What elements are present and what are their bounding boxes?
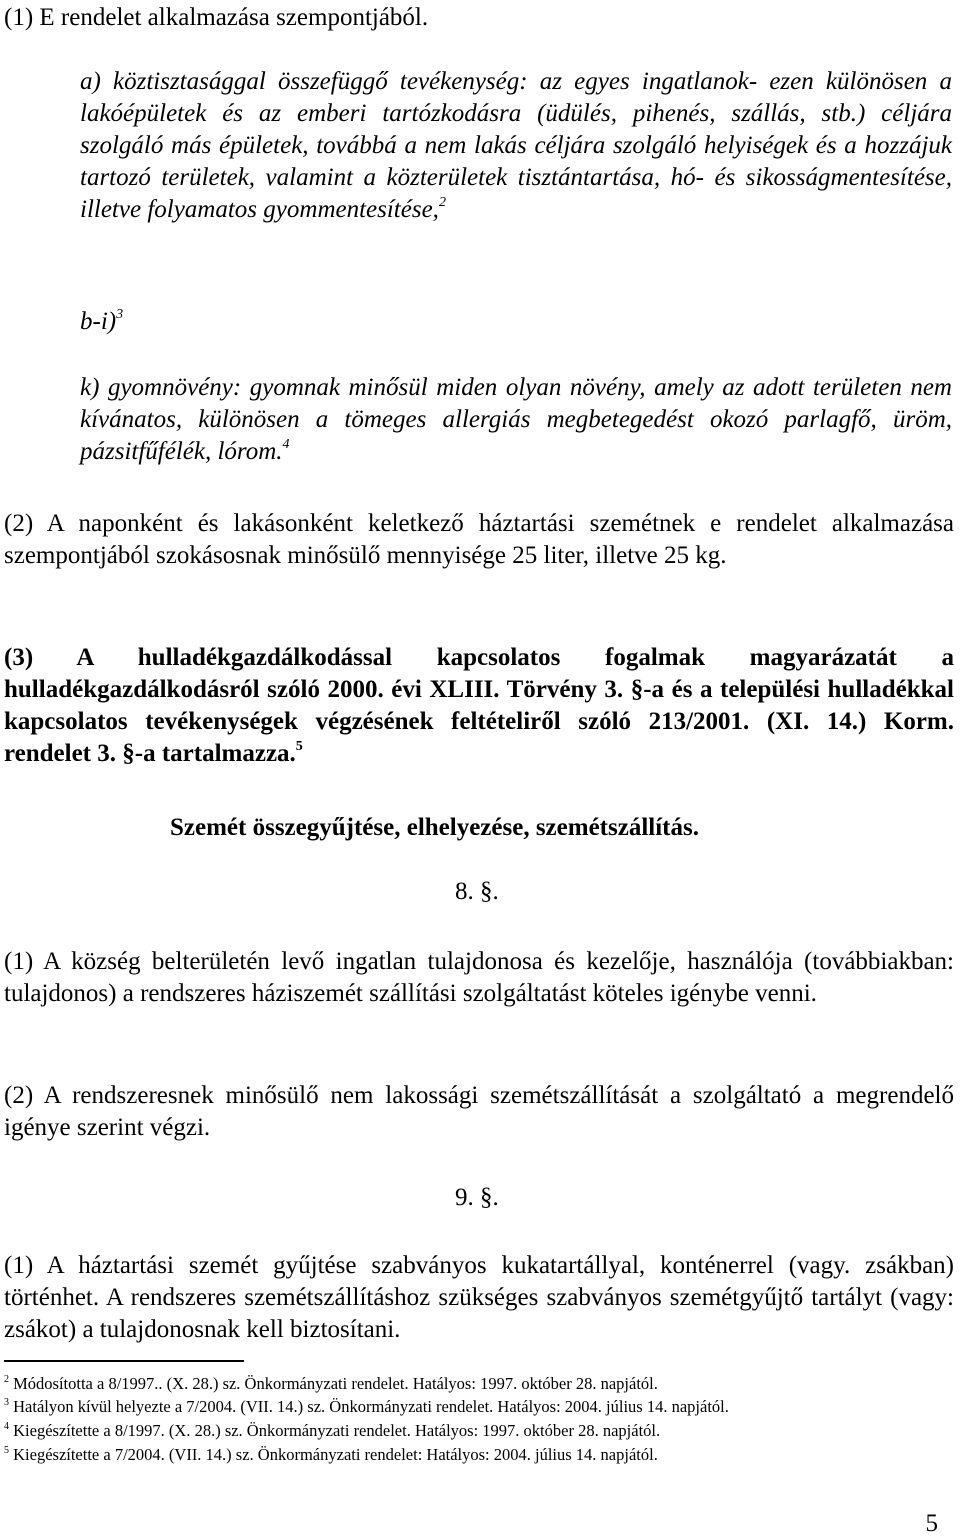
section-8-paragraph-1: (1) A község belterületén levő ingatlan tulajdonosa és kezelője, használója (továbbiakban: tulajdonos) a rendszeres háziszemét szállítási szolgáltatást köteles igénybe venni. — [4, 948, 954, 1007]
section-heading: Szemét összegyűjtése, elhelyezése, szemétszállítás. — [170, 814, 699, 841]
item-a-text: a) köztisztasággal összefüggő tevékenység: az egyes ingatlanok- ezen különösen a lakóépületek és az emberi tartózkodásra (üdülés, pihenés, szállás, stb.) céljára szolgáló más épületek, továbbá a nem lakás céljára szolgáló helyiségek és a hozzájuk tartozó területek, valamint a közterületek tisztántartása, hó- és sikosságmentesítése, illetve folyamatos gyommentesítése, — [80, 68, 952, 223]
footnote-text: Módosította a 8/1997.. (X. 28.) sz. Önkormányzati rendelet. Hatályos: 1997. október 28. napjától. — [13, 1374, 658, 1393]
paragraph-3-text: (3) A hulladékgazdálkodással kapcsolatos fogalmak magyarázatát a hulladékgazdálkodásról szóló 2000. évi XLIII. Törvény 3. §-a és a települési hulladékkal kapcsolatos tevékenységek végzésének feltételiről szóló 213/2001. (XI. 14.) Korm. rendelet 3. §-a tartalmazza. — [4, 644, 954, 767]
item-a — [80, 66, 952, 226]
section-8-paragraph-2: (2) A rendszeresnek minősülő nem lakossági szemétszállítását a szolgáltató a megrendelő igénye szerint végzi. — [4, 1082, 954, 1141]
intro-line: (1) E rendelet alkalmazása szempontjából. — [4, 4, 429, 31]
footnote-number: 4 — [4, 1421, 9, 1432]
footnote-number: 5 — [4, 1445, 9, 1456]
footnote-separator — [4, 1360, 244, 1362]
item-k-text: k) gyomnövény: gyomnak minősül miden olyan növény, amely az adott területen nem kívánatos, különösen a tömeges allergiás megbetegedést okozó parlagfő, üröm, pázsitfűfélék, lórom. — [80, 374, 952, 465]
item-k — [80, 372, 952, 468]
section-9-paragraph-1: (1) A háztartási szemét gyűjtése szabványos kukatartállyal, konténerrel (vagy. zsákban) történhet. A rendszeres szemétszállításhoz szükséges szabványos szemétgyűjtő tartályt (vagy: zsákot) a tulajdonosnak kell biztosítani. — [4, 1252, 954, 1343]
footnote-text: Hatályon kívül helyezte a 7/2004. (VII. 14.) sz. Önkormányzati rendelet. Hatályos: 2004. július 14. napjától. — [13, 1397, 729, 1416]
footnote-ref-3: 3 — [116, 307, 124, 322]
footnote-ref-5: 5 — [295, 739, 303, 754]
footnote-number: 2 — [4, 1374, 9, 1385]
footnote-2 — [4, 1373, 658, 1395]
footnote-number: 3 — [4, 1397, 9, 1408]
item-b-i — [80, 306, 280, 338]
footnote-ref-2: 2 — [438, 195, 446, 210]
footnote-text: Kiegészítette a 8/1997. (X. 28.) sz. Önkormányzati rendelet. Hatályos: 1997. október 28. napjától. — [13, 1421, 661, 1440]
footnote-3 — [4, 1396, 729, 1418]
footnote-4 — [4, 1420, 660, 1442]
page-number: 5 — [925, 1510, 938, 1537]
footnote-5 — [4, 1444, 658, 1466]
footnote-text: Kiegészítette a 7/2004. (VII. 14.) sz. Önkormányzati rendelet: Hatályos: 2004. július 14. napjától. — [13, 1445, 658, 1464]
section-8-number: 8. §. — [455, 878, 499, 905]
footnote-ref-4: 4 — [282, 437, 290, 452]
paragraph-3 — [4, 642, 954, 770]
section-9-number: 9. §. — [455, 1184, 499, 1211]
item-b-i-text: b-i) — [80, 308, 117, 335]
paragraph-2: (2) A naponként és lakásonként keletkező háztartási szemétnek e rendelet alkalmazása szempontjából szokásosnak minősülő mennyisége 25 liter, illetve 25 kg. — [4, 510, 954, 569]
